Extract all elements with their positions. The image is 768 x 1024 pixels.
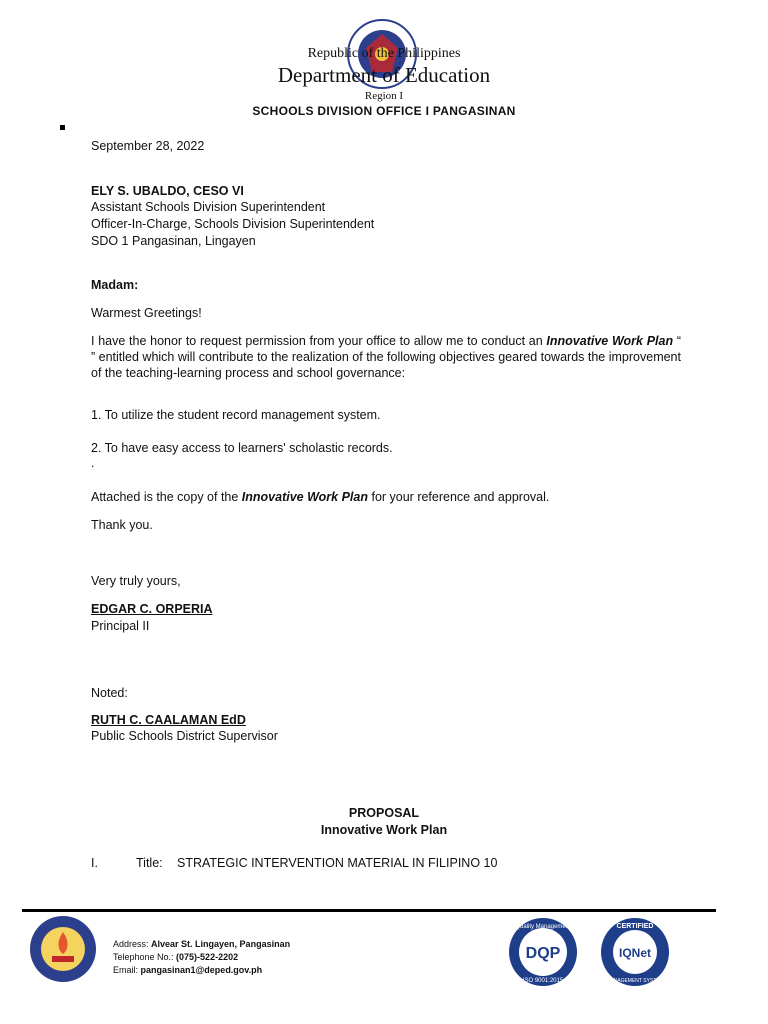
header-republic: Republic of the Philippines (307, 46, 461, 61)
iqnet-badge-icon (598, 916, 672, 988)
noter-name: RUTH C. CAALAMAN EdD (91, 713, 246, 727)
proposal-item-label: Title: (136, 856, 163, 870)
footer-rule (22, 909, 716, 912)
iqnet-badge-label: IQNet (618, 946, 652, 960)
salutation: Madam: (91, 278, 139, 292)
closing: Very truly yours, (91, 574, 181, 588)
dqp-badge-iso: ISO 9001:2015 (522, 978, 564, 984)
stray-dot: . (91, 456, 95, 470)
recipient-title-1: Assistant Schools Division Superintendent (91, 200, 326, 214)
dqp-badge-quality: Quality Management (515, 924, 571, 930)
bullet-mark (60, 125, 65, 130)
sdo-logo-icon (28, 914, 98, 984)
thank-you: Thank you. (91, 518, 153, 532)
footer-phone: Telephone No.: (075)-522-2202 (113, 952, 239, 962)
dqp-badge-icon (503, 916, 583, 988)
dqp-badge-label: DQP (525, 945, 561, 962)
objective-1: 1. To utilize the student record management system. (91, 408, 381, 422)
iqnet-badge-system: MANAGEMENT SYSTEM (606, 978, 664, 984)
letter-date: September 28, 2022 (91, 139, 205, 153)
proposal-heading: PROPOSAL (348, 806, 420, 820)
footer-email: Email: pangasinan1@deped.gov.ph (113, 965, 263, 975)
signer-title: Principal II (91, 619, 150, 633)
proposal-item-value: STRATEGIC INTERVENTION MATERIAL IN FILIPINO 10 (177, 856, 498, 870)
iqnet-badge-certified: CERTIFIED (616, 923, 654, 930)
greeting: Warmest Greetings! (91, 306, 202, 320)
attached-line: Attached is the copy of the Innovative Work Plan for your reference and approval. (91, 490, 550, 504)
signer-name: EDGAR C. ORPERIA (91, 602, 213, 616)
header-region: Region I (364, 90, 404, 102)
footer-address: Address: Alvear St. Lingayen, Pangasinan (113, 939, 291, 949)
body-paragraph: I have the honor to request permission from your office to allow me to conduct an Innovative Work Plan “ ” entitled which will contribute to the realization of the following objectives geared towards the improvement of the teaching-learning process and school governance: (91, 334, 681, 380)
header-division: SCHOOLS DIVISION OFFICE I PANGASINAN (252, 104, 516, 118)
recipient-name: ELY S. UBALDO, CESO VI (91, 184, 244, 198)
recipient-address: SDO 1 Pangasinan, Lingayen (91, 234, 256, 248)
proposal-item-number: I. (91, 856, 98, 870)
noter-title: Public Schools District Supervisor (91, 729, 278, 743)
objective-2: 2. To have easy access to learners' scholastic records. (91, 441, 393, 455)
header-department: Department of Education (277, 63, 491, 87)
noted-label: Noted: (91, 686, 128, 700)
proposal-subheading: Innovative Work Plan (320, 823, 448, 837)
recipient-title-2: Officer-In-Charge, Schools Division Superintendent (91, 217, 375, 231)
